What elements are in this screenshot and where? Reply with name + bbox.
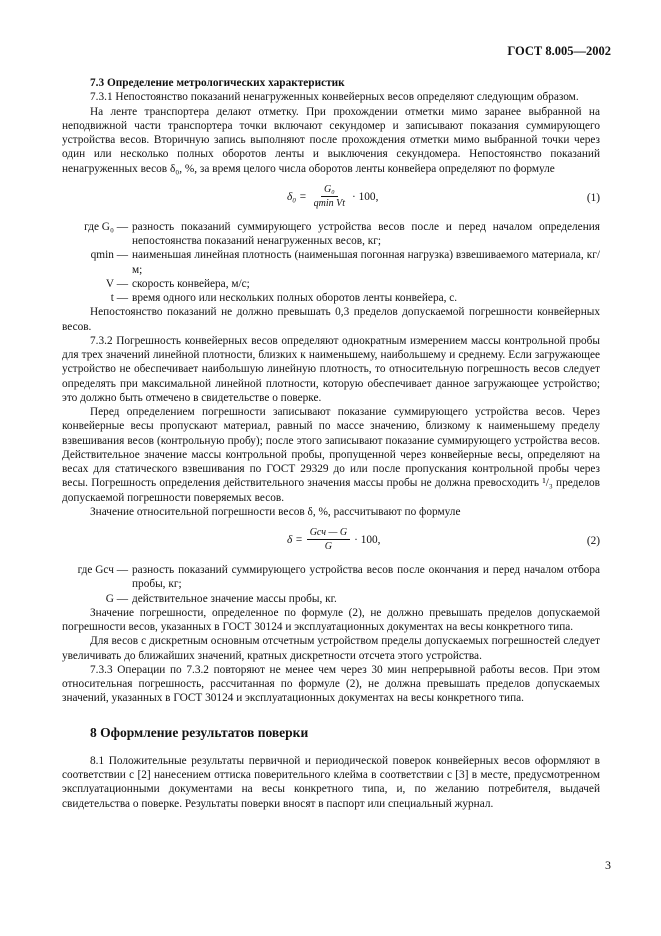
fraction-numerator: Gсч — G — [307, 527, 350, 540]
section-7-3-title: 7.3 Определение метрологических характеристик — [90, 77, 345, 89]
formula-lhs: δ = — [287, 533, 303, 546]
paragraph: Значение относительной погрешности весов δ, %, рассчитывают по формуле — [90, 505, 461, 518]
formula-number: (2) — [586, 534, 600, 547]
formula-tail: · 100, — [354, 533, 381, 546]
paragraph: Значение погрешности, определенное по формуле (2), не должно превышать пределов допускаемой погрешности весов, указанных в ГОСТ 30124 и эксплуатационных документах на весы конкретного типа. — [62, 606, 600, 633]
definition-text: время одного или нескольких полных оборотов ленты конвейера, с. — [132, 292, 458, 304]
definition-item — [62, 220, 600, 249]
paragraph: На ленте транспортера делают отметку. При прохождении отметки мимо заранее выбранной на неподвижной части транспортера точки включают секундомер и записывают показания суммирующего устройства весов. Вторичную запись выполняют после прохождения отметки мимо выбранной точки через один или несколько полных оборотов ленты и выключения секундомера. Непостоянство показаний ненагруженных весов δ₀, %, за время целого числа оборотов ленты конвейера определяют по формуле — [62, 105, 600, 175]
formula-lhs: δ₀ = — [287, 190, 307, 203]
definition-text: действительное значение массы пробы, кг. — [132, 592, 337, 605]
definition-item — [62, 277, 600, 291]
paragraph: 7.3.3 Операции по 7.3.2 повторяют не менее чем через 30 мин непрерывной работы весов. При этом относительная погрешность, рассчитанная по формуле (2), не должна превышать пределов допускаемых значений, указанных в ГОСТ 30124 и эксплуатационных документах на весы конкретного типа. — [62, 663, 600, 705]
fraction-denominator: G — [324, 541, 333, 552]
paragraph: 8.1 Положительные результаты первичной и периодической поверок конвейерных весов оформляют в соответствии с [2] нанесением оттиска поверительного клейма в соответствии с [3] в месте, предусмотренном эксплуатационными документами на весы конкретного типа, и, по желанию потребителя, выдачей свидетельства о поверке. Результаты поверки вносят в паспорт или специальный журнал. — [62, 754, 600, 810]
paragraph: 7.3.1 Непостоянство показаний ненагруженных конвейерных весов определяют следующим образом. — [90, 91, 579, 104]
page-body — [62, 76, 600, 811]
section-8-title: 8 Оформление результатов поверки — [90, 724, 309, 740]
definition-item — [62, 291, 600, 305]
definition-item — [62, 248, 600, 277]
definition-text: разность показаний суммирующего устройства весов после и перед началом определения непостоянства показаний ненагруженных весов, кг; — [132, 220, 600, 247]
definition-symbol: t — — [110, 292, 128, 304]
definition-item — [62, 563, 600, 592]
definition-symbol: где G₀ — — [84, 220, 128, 233]
fraction-denominator: qmin Vt — [313, 197, 346, 209]
definition-symbol: где Gсч — — [77, 564, 128, 576]
formula-2 — [62, 521, 600, 561]
paragraph: Перед определением погрешности записывают показание суммирующего устройства весов. Через конвейерные весы пропускают материал, равный по массе значению, близкому к наименьшему пределу взвешивания весов (контрольную пробу); после этого записывают показание суммирующего устройства весов. Действительное значение массы контрольной пробы, пропущенной через конвейерные весы, определяют на весах для статического взвешивания по ГОСТ 29329 до или после пропускания контрольной пробы через весы. Погрешность определения действительного значения массы пробы не должна превосходить ¹/₃ пределов допускаемой погрешности поверяемых весов. — [62, 406, 600, 504]
paragraph: Для весов с дискретным основным отсчетным устройством пределы допускаемых погрешностей следует увеличивать до ближайших значений, кратных дискретности отсчета этого устройства. — [62, 635, 600, 662]
page-number: 3 — [605, 858, 611, 872]
definition-symbol: V — — [105, 277, 128, 290]
definition-item — [62, 592, 600, 606]
fraction — [311, 184, 348, 210]
definition-symbol: qmin — — [90, 249, 128, 262]
definition-symbol: G — — [105, 592, 128, 605]
definition-text: скорость конвейера, м/с; — [132, 277, 250, 290]
paragraph: 7.3.2 Погрешность конвейерных весов определяют однократным измерением массы контрольной пробы для трех значений линейной плотности, близких к наименьшему, наибольшему и среднему. Если загружающее устройство не обеспечивает наибольшую линейную плотность, то относительную погрешность весов следует определять при максимальной линейной плотности, которую обеспечивает данное загружающее устройство; это должно быть отмечено в свидетельстве о поверке. — [62, 334, 600, 404]
formula-tail: · 100, — [352, 190, 379, 203]
document-code: ГОСТ 8.005—2002 — [507, 44, 611, 58]
paragraph: Непостоянство показаний не должно превышать 0,3 пределов допускаемой погрешности конвейерных весов. — [62, 306, 600, 333]
definition-text: наименьшая линейная плотность (наименьшая погонная нагрузка) взвешиваемого материала, кг/м; — [132, 249, 600, 276]
fraction-numerator: G₀ — [321, 184, 338, 197]
formula-1 — [62, 178, 600, 218]
fraction — [307, 527, 350, 553]
formula-number: (1) — [586, 191, 600, 204]
definition-text: разность показаний суммирующего устройства весов после окончания и перед началом отбора пробы, кг; — [132, 564, 600, 591]
